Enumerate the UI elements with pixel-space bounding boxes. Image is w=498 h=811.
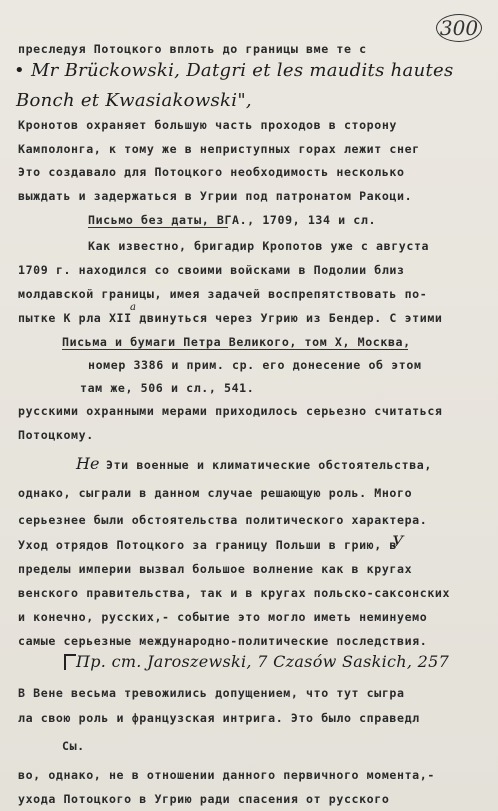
handwritten-insert-2: Bonch et Kwasiakowski", [16, 90, 252, 111]
footnote-line-1: Письмо без даты, ВГА., 1709, 134 и сл. [88, 213, 377, 227]
text-line-22: Сы. [62, 739, 85, 753]
text-line-6: Как известно, бригадир Кропотов уже с августа [88, 239, 430, 253]
text-line-17: венского правительства, так и в кругах польско-саксонских [18, 586, 451, 600]
text-line-20: В Вене весьма тревожились допущением, что тут сыгра [18, 686, 405, 700]
text-line-23: во, однако, не в отношении данного первичного момента,- [18, 768, 435, 782]
text-line-12: Эти военные и климатические обстоятельства, [106, 458, 432, 472]
text-line-14: серьезнее были обстоятельства политического характера. [18, 513, 428, 527]
footnote-bracket [64, 654, 76, 670]
text-line-8: молдавской границы, имея задачей воспрепятствовать по- [18, 287, 428, 301]
text-line-13: однако, сыграли в данном случае решающую роль. Много [18, 486, 413, 500]
page-number: 300 [436, 14, 482, 42]
handwritten-insert-1: • Mr Brückowski, Datgri et les maudits hautes [14, 60, 454, 81]
text-line-19: самые серьезные международно-политические последствия. [18, 634, 428, 648]
text-line-24: ухода Потоцкого в Угрию ради спасения от русского [18, 792, 390, 806]
text-line-21: ла свою роль и французская интрига. Это было справедл [18, 711, 420, 725]
footnote-line-2: Письма и бумаги Петра Великого, том X, Москва, [62, 335, 411, 349]
text-line-16: пределы империи вызвал большое волнение как в кругах [18, 562, 413, 576]
footnote-underline [88, 227, 228, 228]
text-line-2: Кронотов охраняет большую часть проходов в сторону [18, 118, 398, 132]
text-line-10: русскими охранными мерами приходилось серьезно считаться [18, 404, 443, 418]
handwritten-margin-u: У [392, 532, 404, 551]
text-line-18: и конечно, русских,- событие это могло иметь неминуемо [18, 610, 428, 624]
handwritten-margin-ne: Не [76, 454, 100, 473]
text-line-4: Это создавало для Потоцкого необходимость несколько [18, 165, 405, 179]
handwritten-source-note: Пр. ст. Jaroszewski, 7 Czasów Saskich, 257 [76, 652, 450, 671]
footnote-line-3: номер 3386 и прим. ср. его донесение об этом [88, 358, 422, 372]
footnote-line-4: там же, 506 и сл., 541. [80, 381, 255, 395]
text-line-3: Камполонга, к тому же в неприступных горах лежит снег [18, 142, 420, 156]
text-line-1: преследуя Потоцкого вплоть до границы вме те с [18, 42, 367, 56]
text-line-7: 1709 г. находился со своими войсками в Подолии близ [18, 263, 405, 277]
text-line-15: Уход отрядов Потоцкого за границу Польши в грию, в [18, 538, 398, 552]
footnote-underline-2 [62, 349, 408, 350]
handwritten-k-insert: а [130, 302, 137, 313]
text-line-9: пытке К рла XII двинуться через Угрию из Бендер. С этими [18, 311, 443, 325]
text-line-11: Потоцкому. [18, 428, 94, 442]
text-line-5: выждать и задержаться в Угрии под патронатом Ракоци. [18, 189, 413, 203]
